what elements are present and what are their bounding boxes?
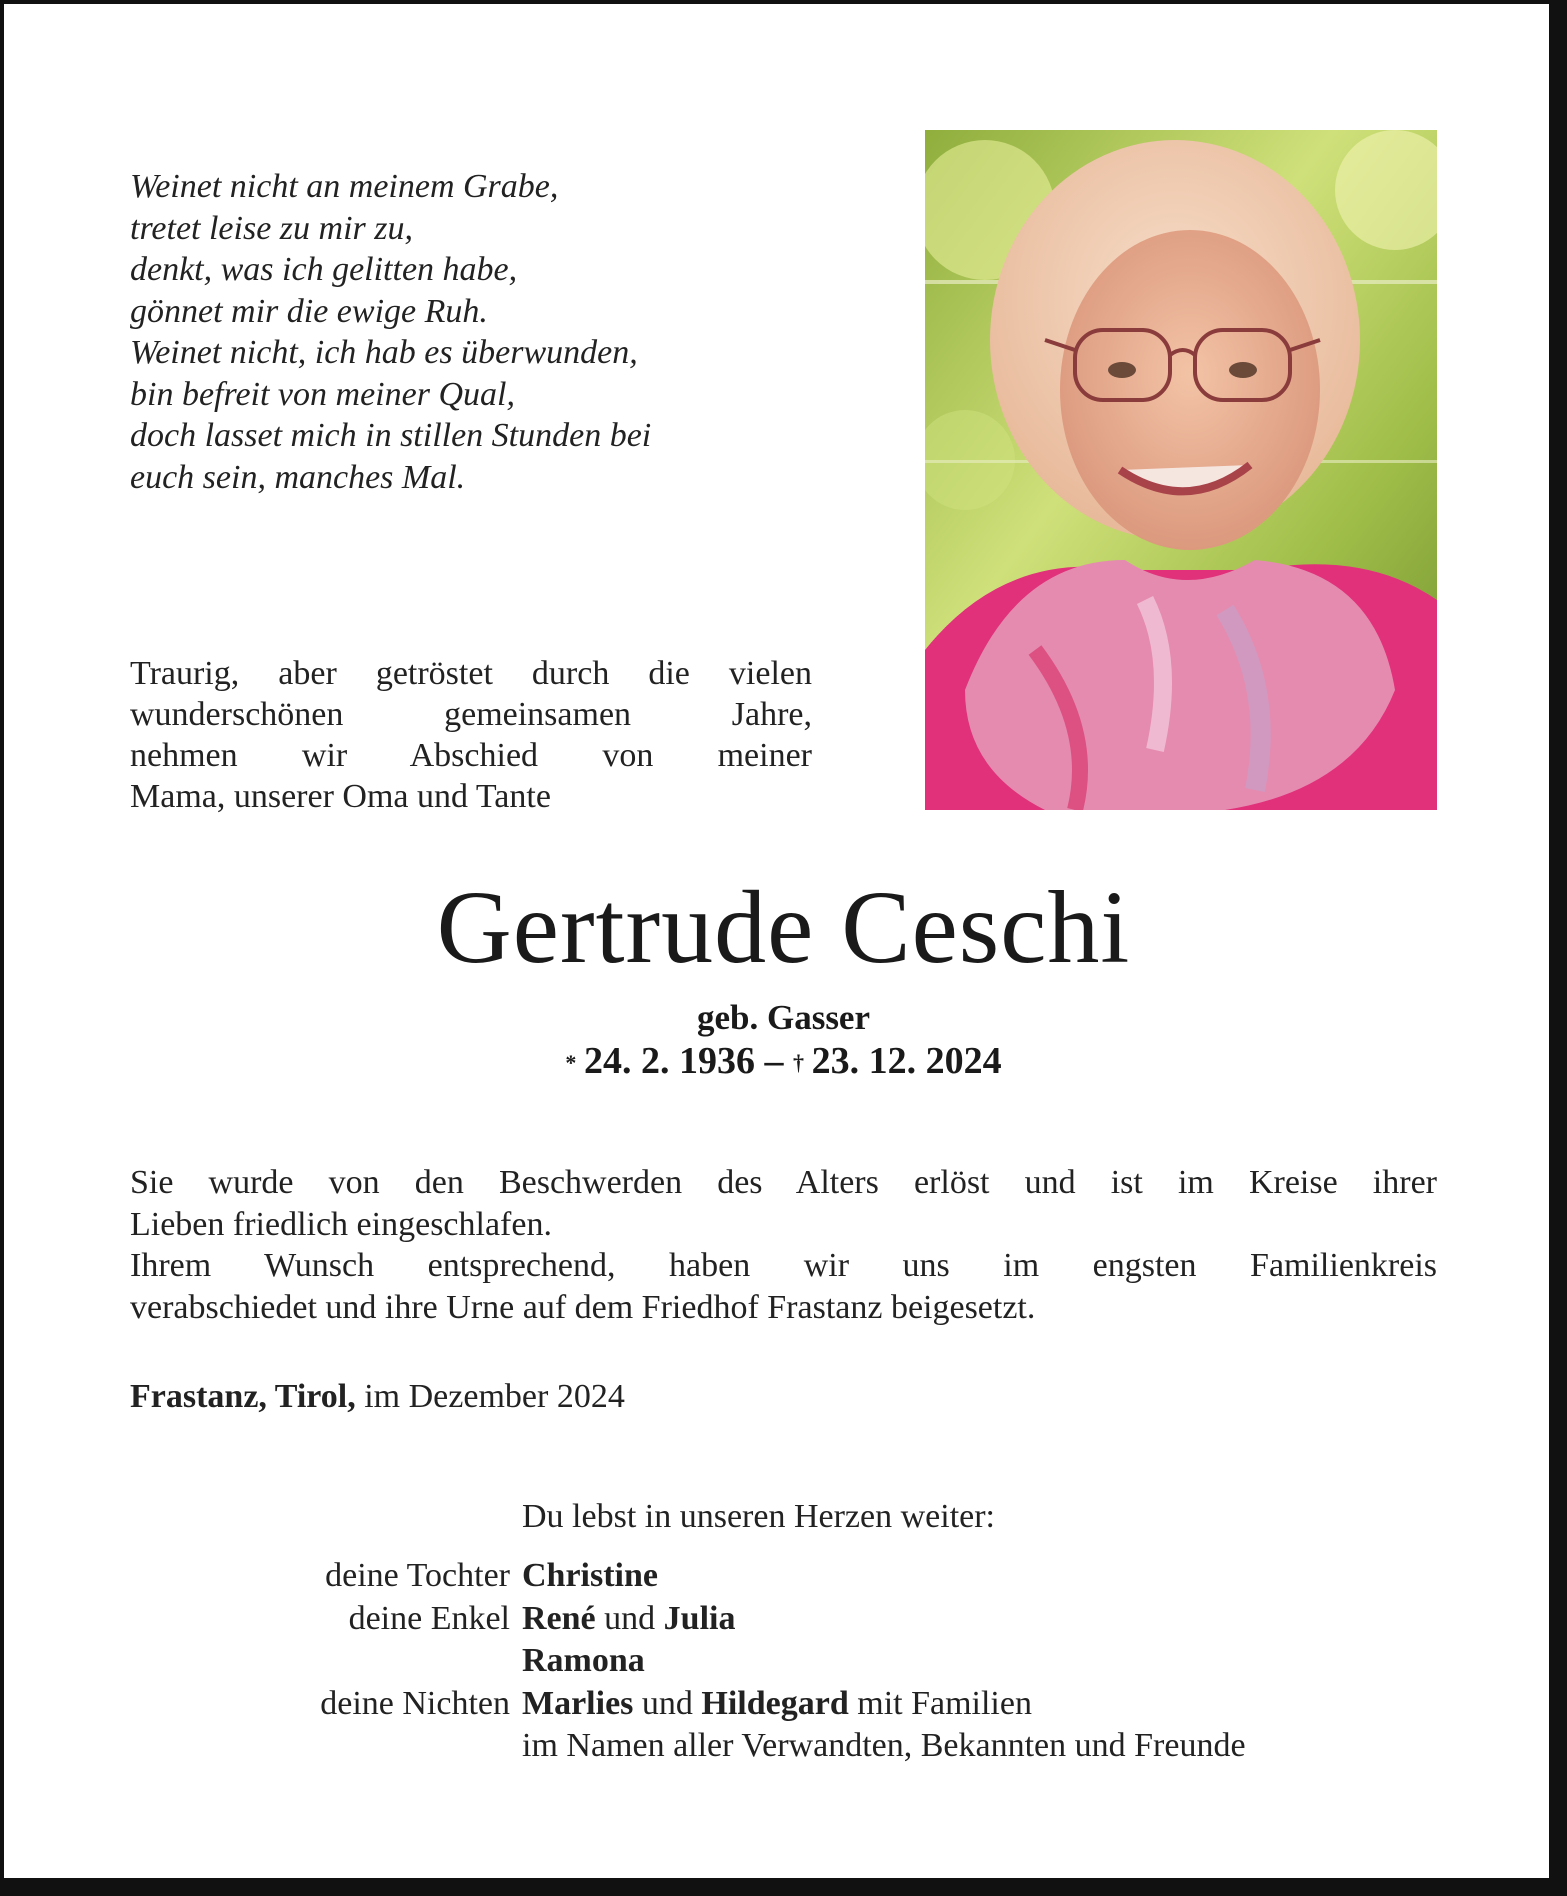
mourner-names [522,1598,735,1641]
mourner-name: Christine [522,1557,658,1594]
mourners-list [0,1555,1567,1768]
mourner-name: Ramona [522,1642,645,1679]
poem-line: bin befreit von meiner Qual, [130,375,515,413]
mourner-names [522,1640,645,1683]
death-date: 23. 12. 2024 [811,1040,1002,1082]
death-symbol: † [793,1050,804,1075]
portrait-photo [925,130,1437,810]
body-line: Ihrem Wunsch entsprechend, haben wir uns im engsten Familienkreis [130,1247,1437,1284]
relation-label: deine Tochter [325,1557,510,1594]
poem [130,166,770,498]
intro-text [130,653,812,817]
mourner-name: Marlies [522,1684,634,1722]
relation-label: deine Enkel [348,1599,510,1637]
poem-line: doch lasset mich in stillen Stunden bei [130,417,652,454]
place-date: im Dezember 2024 [364,1378,625,1415]
mourner-row [0,1725,1567,1768]
date-separator: – [764,1040,784,1082]
poem-line: euch sein, manches Mal. [130,458,466,496]
place-location: Frastanz, Tirol, [130,1378,356,1415]
poem-line: Weinet nicht, ich hab es überwunden, [130,334,638,371]
mourner-name: Julia [663,1599,736,1637]
body-line: verabschiedet und ihre Urne auf dem Friedhof Frastanz beigesetzt. [130,1288,1036,1326]
body-line: Sie wurde von den Beschwerden des Alters erlöst und ist im Kreise ihrer [130,1164,1437,1201]
mourner-row [0,1555,1567,1598]
poem-line: gönnet mir die ewige Ruh. [130,292,488,330]
mourner-row [0,1683,1567,1726]
maiden-name: geb. Gasser [696,998,871,1037]
mourner-name: René [522,1599,596,1637]
mourner-names [522,1683,1032,1726]
body-text [130,1162,1437,1328]
joiner-word: und [604,1599,656,1637]
poem-line: denkt, was ich gelitten habe, [130,251,518,288]
intro-line: wunderschönen gemeinsamen Jahre, [130,696,812,733]
place-and-date [130,1376,625,1418]
mourners-heading: Du lebst in unseren Herzen weiter: [522,1498,995,1535]
joiner-word: und [641,1684,693,1722]
body-line: Lieben friedlich eingeschlafen. [130,1205,552,1243]
closing-line: im Namen aller Verwandten, Bekannten und Freunde [522,1727,1246,1764]
mourner-name: Hildegard [701,1684,849,1722]
deceased-name: Gertrude Ceschi [436,870,1131,985]
poem-line: Weinet nicht an meinem Grabe, [130,168,559,205]
intro-line: Traurig, aber getröstet durch die vielen [130,655,812,692]
intro-line: Mama, unserer Oma und Tante [130,778,551,815]
relation-label: deine Nichten [320,1684,510,1722]
mourner-row [0,1640,1567,1683]
birth-date: 24. 2. 1936 [584,1040,755,1082]
mourner-names [522,1555,658,1598]
poem-line: tretet leise zu mir zu, [130,209,413,247]
intro-line: nehmen wir Abschied von meiner [130,737,812,774]
life-dates [0,1036,1567,1086]
family-suffix: mit Familien [857,1684,1032,1722]
mourner-row [0,1598,1567,1641]
birth-symbol: * [565,1050,577,1075]
